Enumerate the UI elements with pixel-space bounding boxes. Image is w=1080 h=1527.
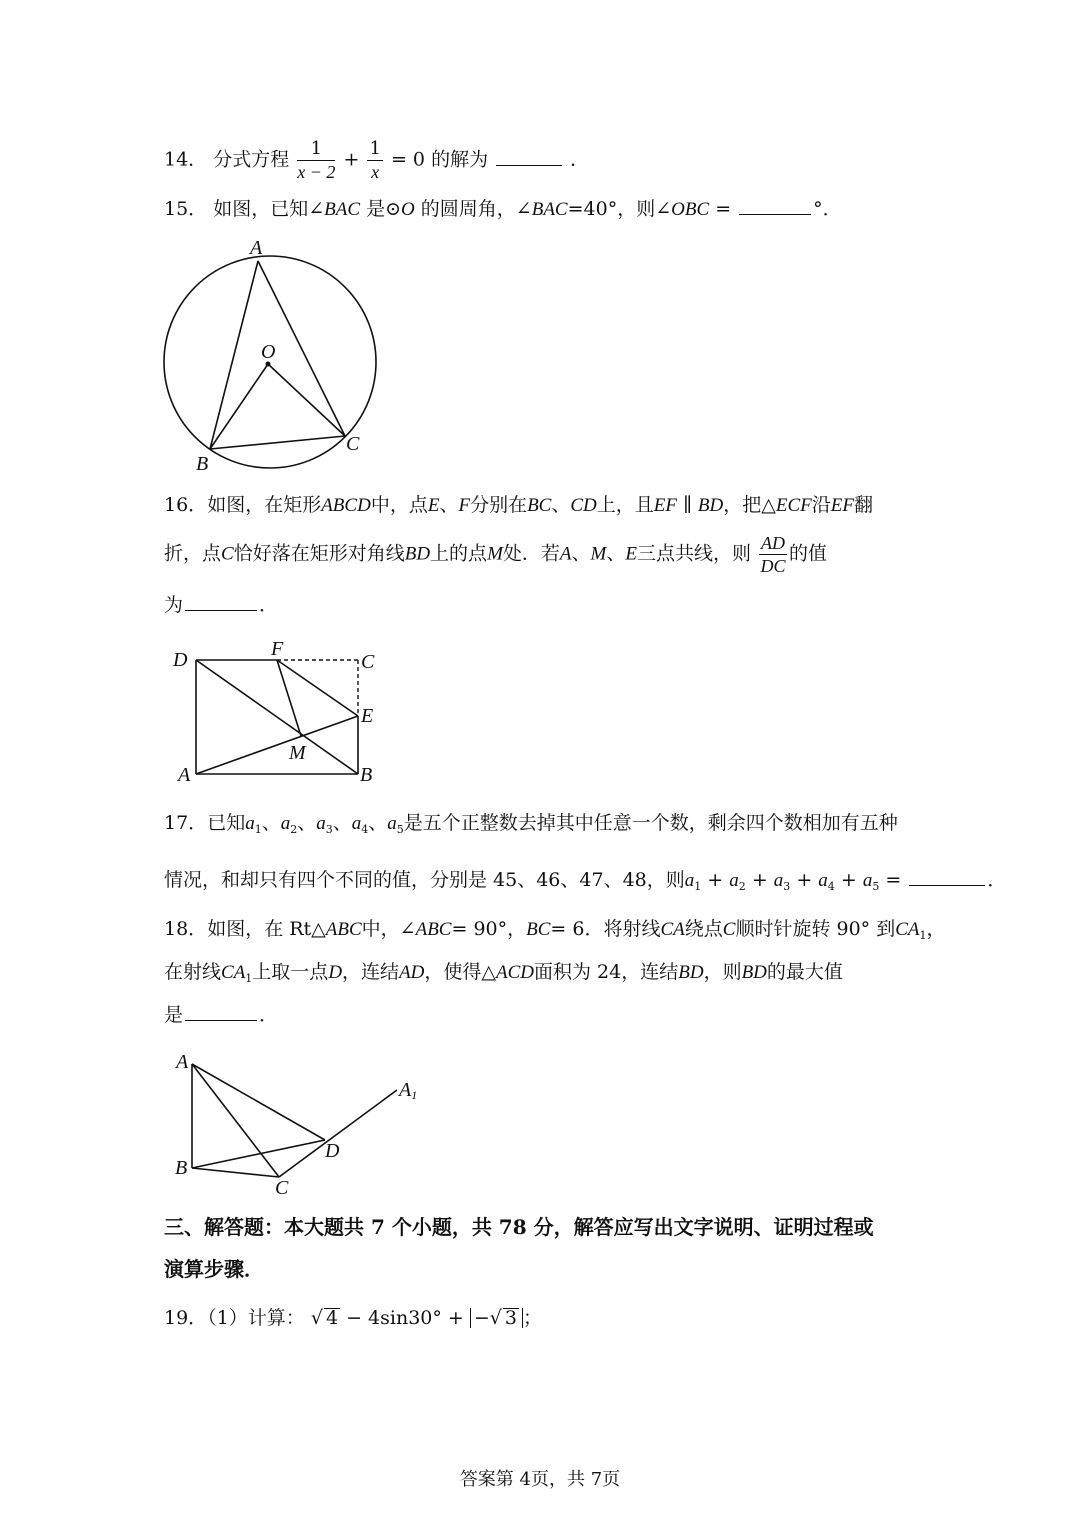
- q18-l2-h: 的最大值: [766, 961, 843, 983]
- fig18-label-A1: [397, 1079, 417, 1102]
- q16-l1-a: 如图，在矩形: [207, 494, 322, 516]
- q18-ca1-sub: 1: [919, 929, 927, 942]
- q16-cd: CD: [570, 495, 597, 516]
- page-footer: 答案第 4页，共 7页: [459, 1469, 621, 1490]
- q18-l2-acd: ACD: [496, 962, 535, 983]
- q16-abcd: ABCD: [321, 495, 371, 516]
- fig18-label-B: B: [175, 1157, 188, 1179]
- q19-minus: −: [473, 1307, 490, 1329]
- q18-l1-b: 中，∠: [361, 918, 416, 940]
- q16-l1-h: ，把△: [723, 494, 776, 516]
- fig15-OB: [210, 364, 268, 449]
- q18-l2-c: ，连结: [342, 961, 400, 983]
- q17-t2-sub: 2: [738, 880, 746, 893]
- q14-f2-numerator: 1: [369, 138, 381, 159]
- q14-number: 14．: [164, 148, 208, 171]
- q16-l3-a: 为: [164, 594, 184, 616]
- fig15-AB: [210, 261, 258, 449]
- q17-t5-sub: 5: [872, 880, 880, 893]
- fig16-label-M: M: [289, 742, 306, 764]
- q18-ca1: CA: [895, 919, 920, 940]
- figure-18-triangle: [165, 1044, 435, 1204]
- fig16-DB: [196, 660, 358, 774]
- q17-a2: a: [280, 813, 291, 834]
- fig18-label-D: D: [325, 1140, 340, 1162]
- fig18-AD: [192, 1064, 325, 1140]
- q14-equals: = 0: [390, 148, 426, 171]
- q19-a: （1）计算：: [207, 1307, 305, 1329]
- q19-sqrt-4: 4: [325, 1307, 339, 1329]
- q18-l1-g: ，: [926, 918, 946, 940]
- fig16-label-E: E: [361, 705, 374, 727]
- fig16-FE: [277, 660, 358, 716]
- q18-l1-c: = 90°，: [451, 918, 527, 940]
- fig16-label-C: C: [361, 651, 375, 673]
- q17-t2: a: [729, 870, 739, 891]
- q16-line-3: [164, 596, 278, 615]
- q16-l2-M: M: [590, 543, 607, 565]
- q17-line-2: [164, 871, 1006, 892]
- fig18-BC: [192, 1168, 279, 1177]
- q15-end: °．: [813, 198, 842, 220]
- q16-ecf: ECF: [775, 495, 812, 516]
- q18-abc: ABC: [325, 919, 362, 940]
- q15-number: 15．: [164, 198, 208, 220]
- q16-l1-g: 上，且: [596, 494, 654, 516]
- q18-l2-d: D: [328, 962, 343, 983]
- q18-l1-a: 如图，在 Rt△: [207, 918, 326, 940]
- q15-bac2: BAC: [531, 199, 568, 220]
- q14-end: ．: [570, 148, 590, 171]
- q17-sep1: 、: [261, 812, 281, 834]
- q18-line-3: [164, 1006, 278, 1025]
- q17-a1: a: [245, 813, 255, 834]
- q18-abc2: ABC: [415, 919, 452, 940]
- q18-l2-f: 面积为 24，连结: [534, 961, 679, 983]
- q17-t1-sub: 1: [694, 880, 702, 893]
- q17-t1: a: [684, 870, 695, 891]
- q16-l2-c-point: C: [221, 543, 234, 565]
- q15-obc: OBC: [671, 199, 710, 220]
- q17-t5: a: [862, 870, 873, 891]
- q17-a4-sub: 4: [361, 823, 369, 836]
- fig18-CA1-ray: [279, 1090, 397, 1177]
- q18-l2-b: 上取一点: [252, 961, 329, 983]
- q16-l2-e: 处．若: [502, 542, 560, 565]
- q14-f1-denominator: x − 2: [297, 162, 336, 182]
- q14-fraction-1: [297, 140, 335, 181]
- q18-l2-ad: AD: [399, 962, 425, 983]
- q16-line-1: [164, 496, 873, 515]
- q16-l1-i: 沿: [811, 494, 831, 516]
- q16-l3-end: ．: [259, 594, 279, 616]
- q14-prefix: 分式方程: [213, 148, 290, 171]
- q16-l1-j: 翻: [853, 494, 873, 516]
- q17-eq: =: [885, 869, 902, 891]
- q17-l1-a: 已知: [207, 812, 246, 834]
- q14-f2-denominator: x: [371, 162, 380, 182]
- section-3-heading-line-1: 三、解答题：本大题共 7 个小题，共 78 分，解答应写出文字说明、证明过程或: [164, 1215, 874, 1239]
- q17-t3: a: [773, 870, 784, 891]
- fig15-label-A: A: [250, 237, 263, 259]
- q19-end: ；: [523, 1307, 543, 1329]
- fig18-label-A: A: [176, 1051, 189, 1073]
- q16-parallel: ∥: [683, 494, 692, 516]
- q15-text-a: 如图，已知∠: [213, 198, 325, 220]
- fig18-label-C: C: [275, 1177, 289, 1199]
- q19-line: 19．（1）计算： √ 4 − 4sin30° + −√ 3 ；: [164, 1307, 543, 1329]
- q16-l1-b: 中，点: [370, 494, 428, 516]
- q16-fraction: [759, 534, 787, 575]
- q16-number: 16．: [164, 494, 208, 516]
- q17-t4: a: [818, 870, 828, 891]
- q16-frac-denominator: DC: [760, 556, 786, 576]
- q19-b: − 4sin30° +: [346, 1307, 464, 1329]
- q18-answer-blank[interactable]: [185, 1019, 257, 1021]
- q18-line-1: [164, 920, 946, 941]
- q15-text-b: 是⊙: [366, 198, 402, 220]
- q17-p1: +: [707, 869, 724, 891]
- q16-f: F: [458, 495, 471, 516]
- fig18-label-A1-sub: 1: [411, 1088, 418, 1102]
- q17-p2: +: [751, 869, 768, 891]
- q19-abs: −√ 3: [470, 1308, 523, 1328]
- q16-l2-f: 、: [571, 542, 591, 565]
- q18-l2-bd2: BD: [741, 962, 767, 983]
- q17-a1-sub: 1: [254, 823, 262, 836]
- q17-a2-sub: 2: [290, 823, 298, 836]
- q18-l2-bd: BD: [678, 962, 704, 983]
- q16-l2-bd: BD: [404, 543, 431, 565]
- q14-answer-blank[interactable]: [496, 164, 562, 166]
- q16-l2-m: M: [487, 543, 503, 565]
- fig18-AC: [192, 1064, 279, 1177]
- q15-bac: BAC: [324, 199, 361, 220]
- q18-l3-end: ．: [259, 1004, 279, 1026]
- q16-e: E: [427, 495, 440, 516]
- q19-sqrt-3: 3: [504, 1307, 517, 1329]
- fig16-AE: [196, 716, 358, 774]
- q16-l1-c: 、: [439, 494, 459, 516]
- q17-sep4: 、: [368, 812, 388, 834]
- fig15-label-B: B: [196, 453, 209, 475]
- section-3-heading-line-2: 演算步骤．: [164, 1257, 264, 1281]
- fig15-BC: [210, 436, 345, 449]
- fig16-label-F: F: [271, 638, 284, 660]
- q15-o: O: [401, 199, 415, 220]
- q16-l2-d: 上的点: [430, 542, 488, 565]
- q16-l2-E: E: [625, 543, 637, 565]
- q17-t3-sub: 3: [783, 880, 791, 893]
- q16-line-2: [164, 534, 827, 575]
- fig16-label-D: D: [173, 649, 188, 671]
- q15-answer-blank[interactable]: [739, 213, 811, 215]
- q18-line-2: [164, 963, 843, 984]
- q15-line: [164, 200, 842, 219]
- q19-number: 19．: [164, 1307, 208, 1329]
- q18-bc: BC: [526, 919, 551, 940]
- q18-ca: CA: [660, 919, 685, 940]
- q18-l2-ca1: CA: [221, 962, 246, 983]
- q16-l2-g: 、: [606, 542, 626, 565]
- q17-a5-sub: 5: [396, 823, 404, 836]
- q15-text-c: 的圆周角，∠: [420, 198, 532, 220]
- q17-sep2: 、: [297, 812, 317, 834]
- q16-l2-b: 恰好落在矩形对角线: [233, 542, 405, 565]
- q17-t4-sub: 4: [827, 880, 835, 893]
- q18-l3-a: 是: [164, 1004, 184, 1026]
- q15-text-d: =40°，则∠: [567, 198, 672, 220]
- q18-l2-ca1-sub: 1: [245, 972, 253, 985]
- q14-suffix: 的解为: [431, 148, 489, 171]
- fig15-OC: [268, 364, 345, 436]
- q17-l2-end: ．: [987, 869, 1007, 891]
- fig18-label-A1-letter: A: [399, 1079, 412, 1101]
- fig16-label-A: A: [178, 764, 191, 786]
- q18-l1-e: 绕点: [684, 918, 723, 940]
- q16-frac-numerator: AD: [761, 533, 786, 553]
- q18-l2-a: 在射线: [164, 961, 222, 983]
- q17-l1-b: 是五个正整数去掉其中任意一个数，剩余四个数相加有五种: [403, 812, 898, 834]
- q17-a3: a: [316, 813, 326, 834]
- q16-l2-a: 折，点: [164, 542, 222, 565]
- q17-p3: +: [796, 869, 813, 891]
- figure-16-rectangle: [165, 636, 390, 786]
- q17-sep3: 、: [332, 812, 352, 834]
- fig18-BD: [192, 1140, 325, 1168]
- q18-l2-e: ，使得△: [424, 961, 497, 983]
- q16-answer-blank[interactable]: [185, 609, 257, 611]
- q18-number: 18．: [164, 918, 208, 940]
- q14-fraction-2: [367, 140, 382, 181]
- q17-number: 17．: [164, 812, 208, 834]
- q14-plus: +: [343, 148, 360, 171]
- q17-a3-sub: 3: [325, 823, 333, 836]
- q18-l1-d: = 6．将射线: [550, 918, 661, 940]
- q17-p4: +: [840, 869, 857, 891]
- q16-l2-A: A: [559, 543, 572, 565]
- q14-line: [164, 140, 589, 181]
- fig16-label-B: B: [360, 764, 373, 786]
- q18-l1-f: 顺时针旋转 90° 到: [735, 918, 896, 940]
- q17-line-1: [164, 814, 898, 835]
- q16-l2-i: 的值: [789, 542, 828, 565]
- q17-l2-a: 情况，和却只有四个不同的值，分别是 45、46、47、48，则: [164, 869, 685, 891]
- q16-ef: EF: [653, 495, 678, 516]
- q16-bd: BD: [697, 495, 724, 516]
- fig15-label-O: O: [261, 341, 276, 363]
- q17-answer-blank[interactable]: [909, 884, 985, 886]
- q17-a4: a: [351, 813, 362, 834]
- q17-a5: a: [387, 813, 397, 834]
- q16-ef2: EF: [830, 495, 854, 516]
- q15-text-e: =: [715, 198, 732, 220]
- figure-15-circle: [150, 232, 390, 477]
- q16-l2-h: 三点共线，则: [636, 542, 751, 565]
- q16-l1-d: 分别在: [470, 494, 528, 516]
- fig15-label-C: C: [346, 433, 360, 455]
- q18-l2-g: ，则: [703, 961, 742, 983]
- q18-c-point: C: [722, 919, 736, 940]
- q14-f1-numerator: 1: [297, 140, 335, 161]
- q16-bc: BC: [527, 495, 552, 516]
- q16-l1-e2: 、: [551, 494, 571, 516]
